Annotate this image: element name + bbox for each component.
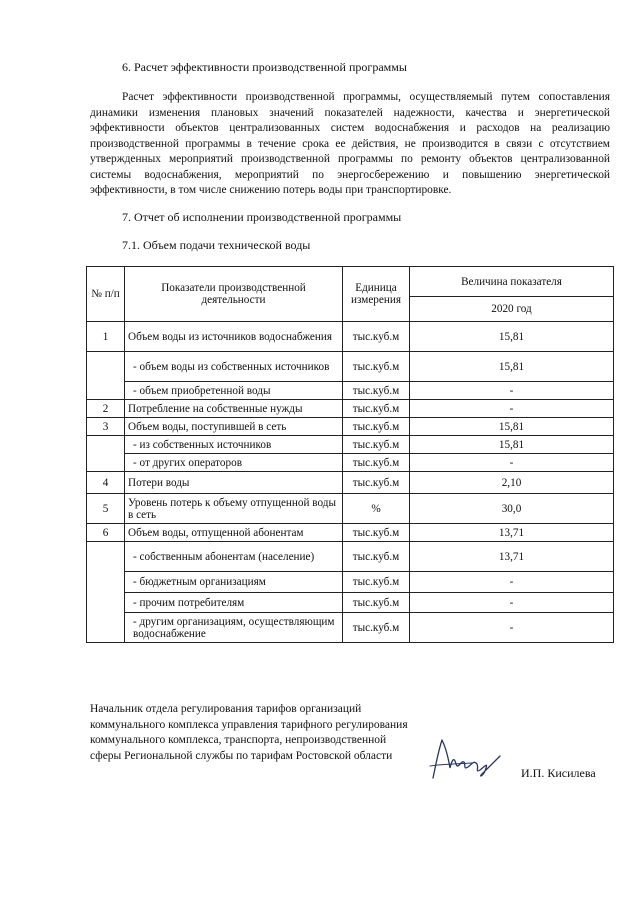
row-value: 13,71 bbox=[410, 542, 614, 572]
row-value: 2,10 bbox=[410, 472, 614, 494]
row-indicator: - из собственных источников bbox=[125, 436, 343, 454]
row-value: - bbox=[410, 382, 614, 400]
row-number bbox=[87, 436, 125, 472]
table-row bbox=[87, 494, 614, 524]
row-value: 15,81 bbox=[410, 436, 614, 454]
row-indicator: Уровень потерь к объему отпущенной воды в сеть bbox=[125, 494, 343, 524]
row-indicator: Потребление на собственные нужды bbox=[125, 400, 343, 418]
row-number: 1 bbox=[87, 322, 125, 352]
row-value: 15,81 bbox=[410, 352, 614, 382]
table-row bbox=[87, 572, 614, 593]
water-supply-table bbox=[86, 266, 614, 643]
header-value-group: Величина показателя bbox=[410, 267, 614, 297]
row-value: - bbox=[410, 613, 614, 643]
table-row bbox=[87, 418, 614, 436]
row-unit: тыс.куб.м bbox=[343, 593, 410, 613]
row-number: 5 bbox=[87, 494, 125, 524]
table-row bbox=[87, 322, 614, 352]
row-unit: тыс.куб.м bbox=[343, 400, 410, 418]
row-value: - bbox=[410, 400, 614, 418]
row-unit: тыс.куб.м bbox=[343, 524, 410, 542]
section-6-heading: 6. Расчет эффективности производственной программы bbox=[122, 60, 407, 74]
row-indicator: - объем воды из собственных источников bbox=[125, 352, 343, 382]
row-unit: тыс.куб.м bbox=[343, 472, 410, 494]
row-unit: тыс.куб.м bbox=[343, 454, 410, 472]
section-6-paragraph: Расчет эффективности производственной программы, осуществляемый путем сопоставления динамики изменения плановых значений показателей надежности, качества и энергетической эффективности объектов централизованных систем водоснабжения и расходов на реализацию производственной программы в течение срока ее действия, не производится в связи с отсутствием утвержденных мероприятий производственной программы по ремонту объектов централизованной системы водоснабжения, мероприятий по энергосбережению и повышению энергетической эффективности, в том числе снижению потерь воды при транспортировке. bbox=[90, 91, 610, 196]
handwritten-signature-icon bbox=[428, 734, 508, 782]
row-value: - bbox=[410, 454, 614, 472]
row-unit: % bbox=[343, 494, 410, 524]
signatory-name: И.П. Кисилева bbox=[521, 766, 596, 780]
row-unit: тыс.куб.м bbox=[343, 382, 410, 400]
section-7-1-heading: 7.1. Объем подачи технической воды bbox=[122, 238, 311, 252]
row-indicator: - прочим потребителям bbox=[125, 593, 343, 613]
row-unit: тыс.куб.м bbox=[343, 322, 410, 352]
row-indicator: Потери воды bbox=[125, 472, 343, 494]
row-number: 2 bbox=[87, 400, 125, 418]
row-number: 4 bbox=[87, 472, 125, 494]
table-row bbox=[87, 524, 614, 542]
row-unit: тыс.куб.м bbox=[343, 572, 410, 593]
row-indicator: Объем воды, отпущенной абонентам bbox=[125, 524, 343, 542]
row-number bbox=[87, 542, 125, 643]
row-unit: тыс.куб.м bbox=[343, 352, 410, 382]
header-num: № п/п bbox=[87, 267, 125, 322]
header-indicator: Показатели производственной деятельности bbox=[125, 267, 343, 322]
row-value: - bbox=[410, 572, 614, 593]
section-7-heading: 7. Отчет об исполнении производственной программы bbox=[122, 210, 402, 224]
row-unit: тыс.куб.м bbox=[343, 542, 410, 572]
row-indicator: Объем воды, поступившей в сеть bbox=[125, 418, 343, 436]
signatory-position: Начальник отдела регулирования тарифов организаций коммунального комплекса управления тарифного регулирования коммунального комплекса, транспорта, непроизводственной сферы Региональной службы по тарифам Ростовской области bbox=[90, 703, 408, 762]
row-value: 15,81 bbox=[410, 322, 614, 352]
header-unit: Единица измерения bbox=[343, 267, 410, 322]
header-year: 2020 год bbox=[410, 297, 614, 322]
table-row bbox=[87, 400, 614, 418]
row-unit: тыс.куб.м bbox=[343, 436, 410, 454]
row-value: - bbox=[410, 593, 614, 613]
row-indicator: - бюджетным организациям bbox=[125, 572, 343, 593]
table-row bbox=[87, 454, 614, 472]
row-number: 6 bbox=[87, 524, 125, 542]
table-row bbox=[87, 542, 614, 572]
row-number: 3 bbox=[87, 418, 125, 436]
row-indicator: - от других операторов bbox=[125, 454, 343, 472]
table-row bbox=[87, 382, 614, 400]
table-row bbox=[87, 593, 614, 613]
row-indicator: - другим организациям, осуществляющим водоснабжение bbox=[125, 613, 343, 643]
row-indicator: - объем приобретенной воды bbox=[125, 382, 343, 400]
row-value: 15,81 bbox=[410, 418, 614, 436]
row-value: 30,0 bbox=[410, 494, 614, 524]
row-indicator: - собственным абонентам (население) bbox=[125, 542, 343, 572]
table-row bbox=[87, 472, 614, 494]
table-row bbox=[87, 352, 614, 382]
row-unit: тыс.куб.м bbox=[343, 418, 410, 436]
table-row bbox=[87, 436, 614, 454]
row-indicator: Объем воды из источников водоснабжения bbox=[125, 322, 343, 352]
row-value: 13,71 bbox=[410, 524, 614, 542]
row-number bbox=[87, 352, 125, 400]
table-row bbox=[87, 613, 614, 643]
row-unit: тыс.куб.м bbox=[343, 613, 410, 643]
